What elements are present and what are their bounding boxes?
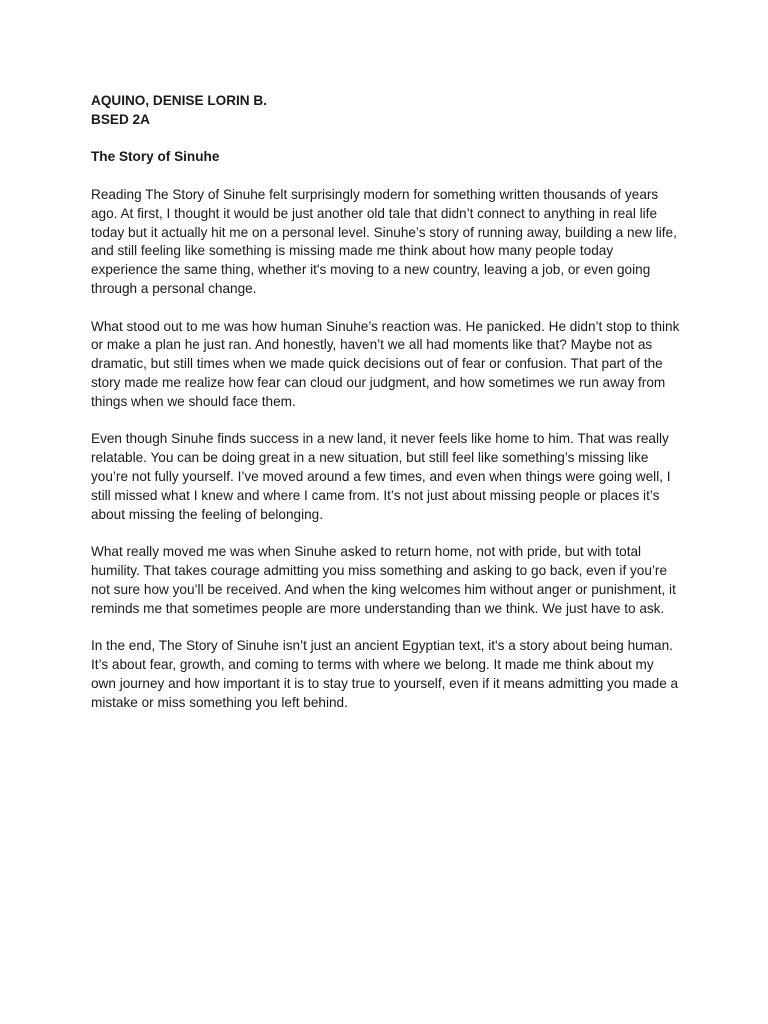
student-section: BSED 2A bbox=[91, 111, 150, 127]
paragraph-1: Reading The Story of Sinuhe felt surprisingly modern for something written thousands of years ago. At first, I thought it would be just another old tale that didn’t connect to anything in real life today but it actually hit me on a personal level. Sinuhe’s story of running away, building a new life, and still feeling like something is missing made me think about how many people today experience the same thing, whether it's moving to a new country, leaving a job, or even going through a personal change. bbox=[91, 186, 677, 296]
paragraph-2: What stood out to me was how human Sinuhe’s reaction was. He panicked. He didn’t stop to think or make a plan he just ran. And honestly, haven’t we all had moments like that? Maybe not as dramatic, but still times when we made quick decisions out of fear or confusion. That part of the story made me realize how fear can cloud our judgment, and how sometimes we run away from things when we should face them. bbox=[91, 318, 680, 409]
paragraph-5: In the end, The Story of Sinuhe isn’t just an ancient Egyptian text, it's a story about being human. It’s about fear, growth, and coming to terms with where we belong. It made me think about my own journey and how important it is to stay true to yourself, even if it means admitting you made a mistake or miss something you left behind. bbox=[91, 638, 679, 710]
paragraph-4: What really moved me was when Sinuhe asked to return home, not with pride, but with total humility. That takes courage admitting you miss something and asking to go back, even if you’re not sure how you’ll be received. And when the king welcomes him without anger or punishment, it reminds me that sometimes people are more understanding than we think. We just have to ask. bbox=[91, 544, 676, 616]
paragraph-3: Even though Sinuhe finds success in a new land, it never feels like home to him. That was really relatable. You can be doing great in a new situation, but still feel like something’s missing like you’re not fully yourself. I’ve moved around a few times, and even when things were going well, I still missed what I knew and where I came from. It’s not just about missing people or places it’s about missing the feeling of belonging. bbox=[91, 431, 671, 522]
student-name: AQUINO, DENISE LORIN B. bbox=[91, 93, 267, 108]
essay-title: The Story of Sinuhe bbox=[91, 149, 220, 165]
